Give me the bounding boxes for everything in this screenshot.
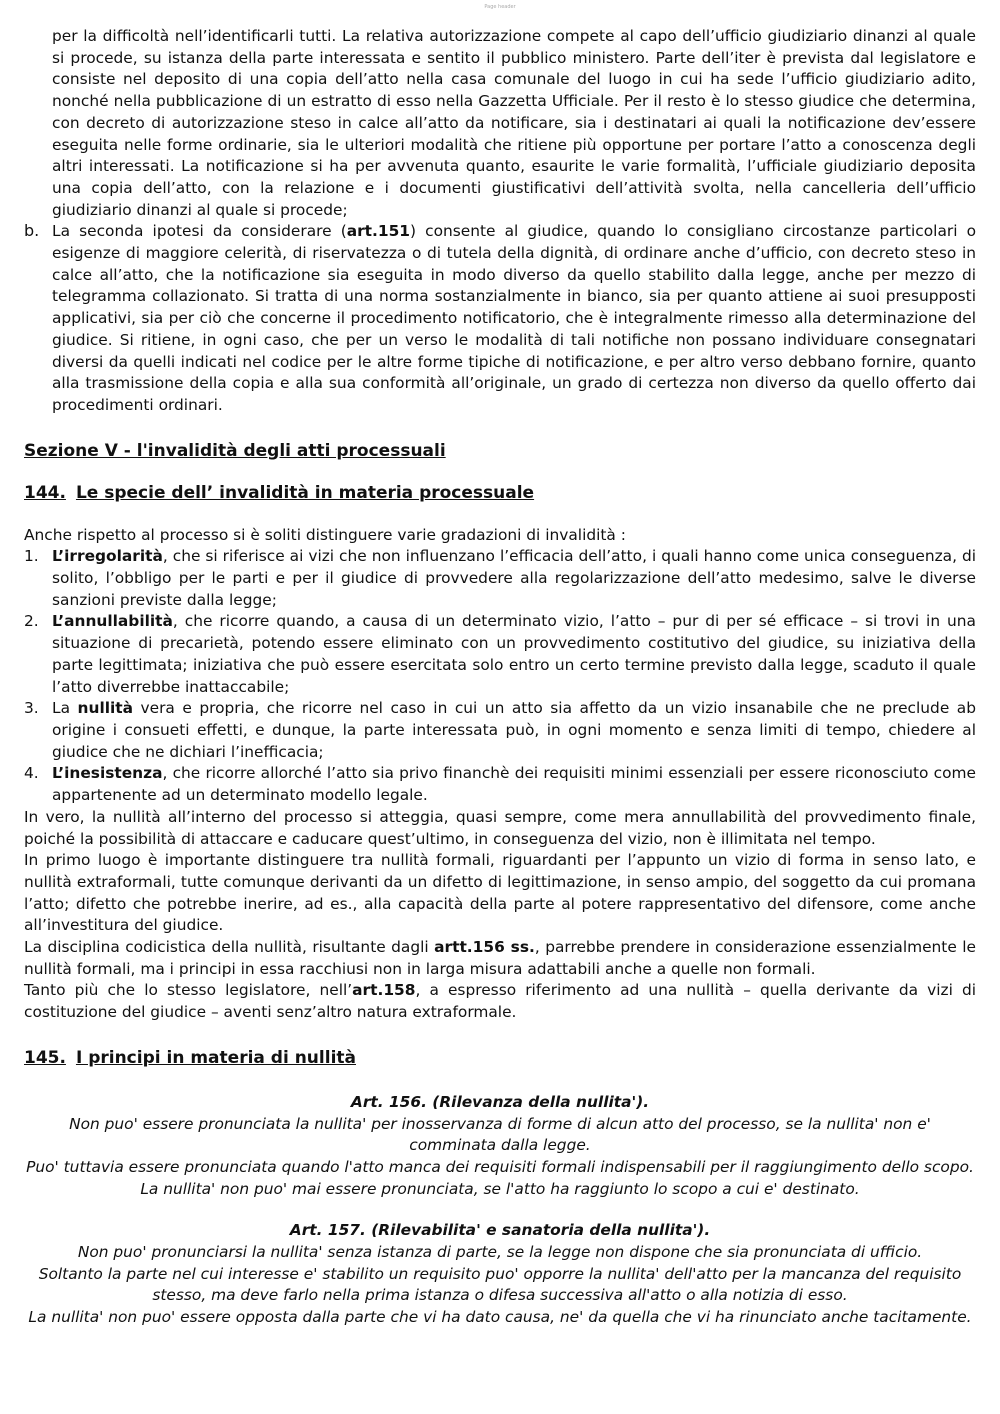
gradations-list: [24, 546, 976, 806]
list-item-b: [24, 221, 976, 416]
intro-paragraph: per la difficoltà nell’identificarli tutti. La relativa autorizzazione compete al capo dell’ufficio giudiziario dinanzi al quale si procede, su istanza della parte interessata e sentito il pubblico ministero. Parte dell’iter è prevista dal legislatore e consiste nel deposito di una copia dell’atto nella casa comunale del luogo in cui ha sede l’ufficio giudiziario adito, nonché nella pubblicazione di un estratto di esso nella Gazzetta Ufficiale. Per il resto è lo stesso giudice che determina, con decreto di autorizzazione steso in calce all’atto da notificare, sia i destinatari ai quali la notificazione dev’essere eseguita nelle forme ordinarie, sia le ulteriori modalità che ritiene più opportune per portare l’atto a conoscenza degli altri interessati. La notificazione si ha per avvenuta quanto, esaurite le varie formalità, l’ufficiale giudiziario deposita una copia dell’atto, con la relazione e i documenti giustificativi dell’attività svolta, nella cancelleria dell’ufficio giudiziario dinanzi al quale si procede;: [52, 27, 976, 219]
page-header: Page header: [484, 4, 516, 10]
list-item: 2. L’annullabilità, che ricorre quando, a causa di un determinato vizio, l’atto – pur di per sé efficace – si trovi in una situazione di precarietà, potendo essere eliminato con un provvedimento costitutivo del giudice, su iniziativa della parte legittimata; iniziativa che può essere esercitata solo entro un certo termine previsto dalla legge, scaduto il quale l’atto diverrebbe inattaccabile;: [24, 612, 976, 696]
article-reference: art.151: [346, 222, 411, 241]
article-reference: artt.156 ss.: [434, 938, 535, 957]
paragraph-disciplina: La disciplina codicistica della nullità, risultante dagli artt.156 ss., parrebbe prendere in considerazione essenzialmente le nullità formali, ma i principi in essa racchiusi non in larga misura adattabili anche a quelle non formali.: [24, 938, 976, 978]
subsection-title-144: [24, 481, 976, 505]
intro-144: Anche rispetto al processo si è soliti distinguere varie gradazioni di invalidità :: [24, 525, 626, 544]
document-page: [24, 0, 976, 1329]
paragraph-primo-luogo: In primo luogo è importante distinguere tra nullità formali, riguardanti per l’appunto un vizio di forma in senso lato, e nullità extraformali, tutte comunque derivanti da un difetto di legittimazione, in senso ampio, del soggetto da cui promana l’atto; difetto che potrebbe inerire, ad es., alla capacità della parte al potere rappresentativo del difensore, come anche all’investitura del giudice.: [24, 851, 976, 935]
list-marker: b.: [24, 221, 40, 241]
list-item-text: La seconda ipotesi da considerare (art.151) consente al giudice, quando lo consigliano circostanze particolari o esigenze di maggiore celerità, di riservatezza o di tutela della dignità, di ordinare anche d’ufficio, con decreto steso in calce all’atto, che la notificazione sia eseguita in modo diverso da quello stabilito dalla legge, anche per mezzo di telegramma collazionato. Si tratta di una norma sostanzialmente in bianco, sia per quanto attiene ai suoi presupposti applicativi, sia per ciò che concerne il procedimento notificatorio, che è integralmente rimesso alla determinazione del giudice. Si ritiene, in ogni caso, che per un verso le modalità di tali notifiche non possano individuare consegnatari diversi da quelli indicati nel codice per le altre forme tipiche di notificazione, e per altro verso debbano fornire, quanto alla trasmissione della copia e alla sua conformità all’originale, un grado di certezza non diverso da quello offerto dai procedimenti ordinari.: [52, 222, 976, 414]
subsection-heading: I principi in materia di nullità: [75, 1047, 356, 1068]
article-line: Non puo' essere pronunciata la nullita' per inosservanza di forme di alcun atto del processo, se la nullita' non e' comminata dalla legge.: [69, 1114, 931, 1155]
subsection-number: 145.: [24, 1047, 66, 1068]
list-item: 3. La nullità vera e propria, che ricorre nel caso in cui un atto sia affetto da un vizio insanabile che ne preclude ab origine i consueti effetti, e dunque, la parte interessata può, in ogni momento e senza limiti di tempo, chiedere al giudice che ne dichiari l’inefficacia;: [24, 699, 976, 761]
section-title: Sezione V - l'invalidità degli atti processuali: [24, 440, 446, 461]
article-157: [24, 1220, 976, 1329]
article-line: Non puo' pronunciarsi la nullita' senza istanza di parte, se la legge non dispone che sia pronunciata di ufficio.: [77, 1243, 923, 1262]
article-156: [24, 1092, 976, 1201]
paragraph-tanto: Tanto più che lo stesso legislatore, nell’art.158, a espresso riferimento ad una nullità – quella derivante da vizi di costituzione del giudice – aventi senz’altro natura extraformale.: [24, 981, 976, 1022]
article-title: Art. 156. (Rilevanza della nullita').: [350, 1092, 650, 1111]
list-item: 4. L’inesistenza, che ricorre allorché l’atto sia privo financhè dei requisiti minimi essenziali per essere riconosciuto come appartenente ad un determinato modello legale.: [24, 764, 976, 805]
article-line: La nullita' non puo' mai essere pronunciata, se l'atto ha raggiunto lo scopo a cui e' destinato.: [140, 1179, 860, 1198]
term: nullità: [77, 699, 134, 718]
term: L’inesistenza: [52, 764, 163, 783]
article-line: Puo' tuttavia essere pronunciata quando l'atto manca dei requisiti formali indispensabili per il raggiungimento dello scopo.: [26, 1157, 974, 1176]
article-line: La nullita' non puo' essere opposta dalla parte che vi ha dato causa, ne' da quella che vi ha rinunciato anche tacitamente.: [28, 1308, 972, 1327]
term: L’irregolarità: [52, 547, 163, 566]
article-line: Soltanto la parte nel cui interesse e' stabilito un requisito puo' opporre la nullita' dell'atto per la mancanza del requisito stesso, ma deve farlo nella prima istanza o difesa successiva all'atto o alla notizia di esso.: [38, 1264, 962, 1305]
paragraph-invero: In vero, la nullità all’interno del processo si atteggia, quasi sempre, come mera annullabilità del provvedimento finale, poiché la possibilità di attaccare e caducare quest’ultimo, in conseguenza del vizio, non è illimitata nel tempo.: [24, 807, 976, 848]
subsection-title-145: [24, 1046, 976, 1070]
subsection-heading: Le specie dell’ invalidità in materia processuale: [75, 482, 535, 503]
subsection-number: 144.: [24, 482, 66, 503]
article-reference: art.158: [352, 981, 416, 1000]
article-title: Art. 157. (Rilevabilita' e sanatoria della nullita').: [289, 1221, 711, 1240]
list-item: 1. L’irregolarità, che si riferisce ai vizi che non influenzano l’efficacia dell’atto, i quali hanno come unica conseguenza, di solito, l’obbligo per le parti e per il giudice di provvedere alla regolarizzazione dell’atto medesimo, salve le diverse sanzioni previste dalla legge;: [24, 547, 976, 609]
term: L’annullabilità: [52, 612, 173, 631]
